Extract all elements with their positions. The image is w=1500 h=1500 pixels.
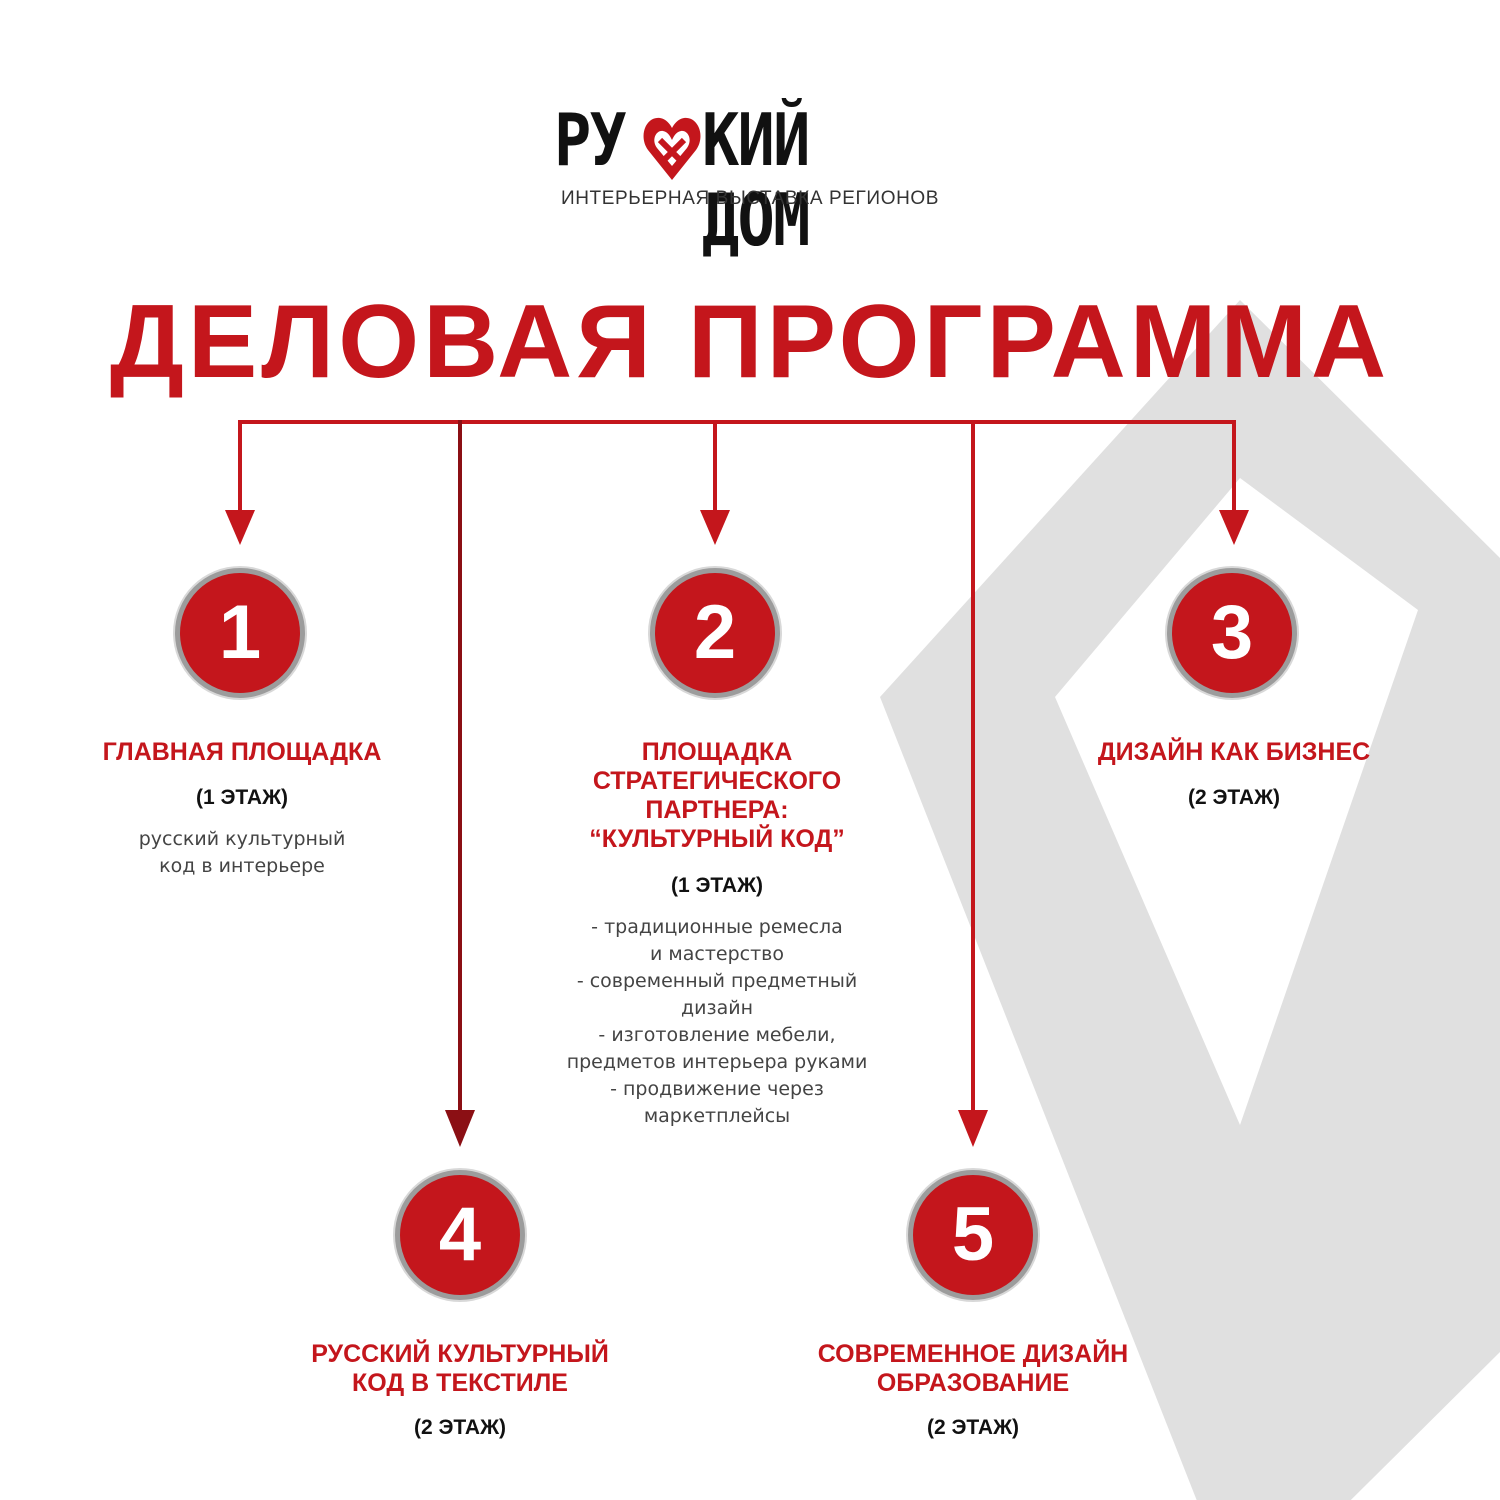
node-2-desc-line: - традиционные ремесла (591, 916, 843, 938)
arrowhead-4 (445, 1110, 475, 1147)
node-3-floor: (2 ЭТАЖ) (1187, 786, 1281, 809)
node-4-floor: (2 ЭТАЖ) (413, 1416, 507, 1439)
arrowhead-2 (700, 510, 730, 545)
heart-ornament-icon (642, 106, 702, 186)
node-2-title-line: ПАРТНЕРА: (645, 796, 789, 824)
node-1-desc-line: русский культурный (138, 828, 346, 850)
node-5-floor: (2 ЭТАЖ) (926, 1416, 1020, 1439)
node-5-title-line: ОБРАЗОВАНИЕ (876, 1369, 1070, 1397)
node-2-title-line: “КУЛЬТУРНЫЙ КОД” (589, 825, 845, 853)
logo-text-left: РУ (554, 98, 626, 182)
node-1-title (60, 738, 424, 767)
node-2-desc-line: - современный предметный (576, 970, 858, 992)
node-3-title-line: ДИЗАЙН КАК БИЗНЕС (1097, 738, 1371, 766)
node-2-desc-line: маркетплейсы (643, 1105, 791, 1127)
logo (550, 98, 950, 262)
node-4-title (260, 1340, 660, 1398)
logo-subtitle: ИНТЕРЬЕРНАЯ ВЫСТАВКА РЕГИОНОВ (560, 188, 940, 209)
node-2-title-line: СТРАТЕГИЧЕСКОГО (592, 767, 842, 795)
arrowhead-5 (958, 1110, 988, 1147)
arrowhead-3 (1219, 510, 1249, 545)
node-1-title-line: ГЛАВНАЯ ПЛОЩАДКА (102, 738, 382, 766)
node-5-badge: 5 (908, 1170, 1038, 1300)
logo-text-right: КИЙ ДОМ (702, 98, 809, 262)
node-1-floor: (1 ЭТАЖ) (195, 786, 289, 809)
node-2-desc-line: - продвижение через (610, 1078, 824, 1100)
node-2-title (527, 738, 907, 854)
node-2-title-line: ПЛОЩАДКА (641, 738, 793, 766)
node-1-description (60, 826, 424, 880)
node-5-title-line: СОВРЕМЕННОЕ ДИЗАЙН (817, 1340, 1129, 1368)
node-3-badge: 3 (1167, 568, 1297, 698)
node-4-badge: 4 (395, 1170, 525, 1300)
node-5-title (773, 1340, 1173, 1398)
node-2-floor: (1 ЭТАЖ) (670, 874, 764, 897)
page-title: ДЕЛОВАЯ ПРОГРАММА (109, 284, 1391, 400)
node-2-badge: 2 (650, 568, 780, 698)
node-1-badge: 1 (175, 568, 305, 698)
node-2-desc-line: предметов интерьера руками (566, 1051, 868, 1073)
arrowhead-1 (225, 510, 255, 545)
node-2-desc-line: и мастерство (650, 943, 784, 965)
node-2-desc-line: дизайн (680, 997, 753, 1019)
node-4-title-line: КОД В ТЕКСТИЛЕ (352, 1369, 568, 1397)
node-2-desc-line: - изготовление мебели, (598, 1024, 836, 1046)
node-2-description (527, 914, 907, 1130)
node-3-title (1052, 738, 1416, 767)
node-4-title-line: РУССКИЙ КУЛЬТУРНЫЙ (311, 1340, 609, 1368)
node-1-desc-line: код в интерьере (159, 855, 325, 877)
